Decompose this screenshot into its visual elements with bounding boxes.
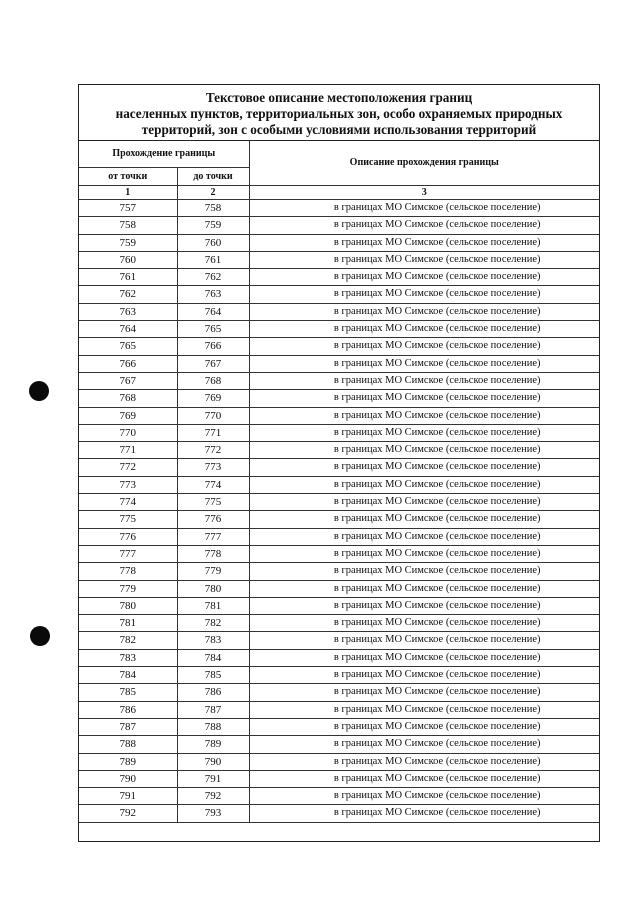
table-row <box>79 407 599 424</box>
cell-description: в границах МО Симское (сельское поселение) <box>249 476 599 493</box>
cell-from-point: 760 <box>79 251 177 268</box>
cell-description: в границах МО Симское (сельское поселение) <box>249 736 599 753</box>
document-frame <box>78 84 600 842</box>
cell-description: в границах МО Симское (сельское поселение) <box>249 390 599 407</box>
table-row <box>79 355 599 372</box>
column-number-2: 2 <box>177 186 249 200</box>
cell-description: в границах МО Симское (сельское поселение) <box>249 511 599 528</box>
cell-description: в границах МО Симское (сельское поселение) <box>249 615 599 632</box>
header-description: Описание прохождения границы <box>249 141 599 186</box>
title-line-1: Текстовое описание местоположения границ <box>205 90 473 105</box>
document-title <box>79 85 599 141</box>
table-row <box>79 372 599 389</box>
cell-to-point: 775 <box>177 494 249 511</box>
cell-to-point: 787 <box>177 701 249 718</box>
table-row <box>79 545 599 562</box>
cell-description: в границах МО Симское (сельское поселение) <box>249 632 599 649</box>
cell-description: в границах МО Симское (сельское поселение) <box>249 528 599 545</box>
column-number-3: 3 <box>249 186 599 200</box>
cell-to-point: 776 <box>177 511 249 528</box>
table-row <box>79 303 599 320</box>
cell-to-point: 762 <box>177 269 249 286</box>
cell-from-point: 778 <box>79 563 177 580</box>
table-row <box>79 667 599 684</box>
cell-to-point: 773 <box>177 459 249 476</box>
cell-to-point: 767 <box>177 355 249 372</box>
cell-from-point: 776 <box>79 528 177 545</box>
cell-to-point: 780 <box>177 580 249 597</box>
table-row <box>79 632 599 649</box>
title-line-3: территорий, зон с особыми условиями использования территорий <box>141 122 537 137</box>
cell-to-point: 781 <box>177 597 249 614</box>
boundary-table <box>79 141 599 823</box>
table-body <box>79 200 599 823</box>
cell-description: в границах МО Симское (сельское поселение) <box>249 545 599 562</box>
table-row <box>79 528 599 545</box>
cell-to-point: 785 <box>177 667 249 684</box>
cell-from-point: 782 <box>79 632 177 649</box>
header-row-numbers <box>79 186 599 200</box>
cell-from-point: 763 <box>79 303 177 320</box>
cell-from-point: 777 <box>79 545 177 562</box>
table-row <box>79 200 599 217</box>
cell-description: в границах МО Симское (сельское поселение) <box>249 200 599 217</box>
cell-to-point: 761 <box>177 251 249 268</box>
table-row <box>79 286 599 303</box>
cell-from-point: 771 <box>79 442 177 459</box>
cell-description: в границах МО Симское (сельское поселение) <box>249 303 599 320</box>
cell-description: в границах МО Симское (сельское поселение) <box>249 321 599 338</box>
cell-from-point: 789 <box>79 753 177 770</box>
cell-description: в границах МО Симское (сельское поселение) <box>249 459 599 476</box>
cell-to-point: 765 <box>177 321 249 338</box>
cell-to-point: 764 <box>177 303 249 320</box>
cell-from-point: 764 <box>79 321 177 338</box>
cell-from-point: 780 <box>79 597 177 614</box>
cell-description: в границах МО Симское (сельское поселение) <box>249 788 599 805</box>
cell-to-point: 782 <box>177 615 249 632</box>
cell-from-point: 785 <box>79 684 177 701</box>
table-row <box>79 251 599 268</box>
cell-to-point: 771 <box>177 424 249 441</box>
cell-description: в границах МО Симское (сельское поселение) <box>249 407 599 424</box>
cell-description: в границах МО Симское (сельское поселение) <box>249 701 599 718</box>
cell-description: в границах МО Симское (сельское поселение) <box>249 563 599 580</box>
cell-from-point: 768 <box>79 390 177 407</box>
table-row <box>79 597 599 614</box>
cell-to-point: 763 <box>177 286 249 303</box>
header-to-point: до точки <box>177 168 249 186</box>
table-row <box>79 788 599 805</box>
cell-description: в границах МО Симское (сельское поселение) <box>249 217 599 234</box>
table-row <box>79 718 599 735</box>
punch-hole-top <box>29 381 49 401</box>
header-boundary-passage: Прохождение границы <box>79 141 249 168</box>
table-row <box>79 701 599 718</box>
cell-description: в границах МО Симское (сельское поселение) <box>249 286 599 303</box>
cell-to-point: 770 <box>177 407 249 424</box>
table-row <box>79 563 599 580</box>
cell-to-point: 788 <box>177 718 249 735</box>
table-row <box>79 736 599 753</box>
cell-from-point: 779 <box>79 580 177 597</box>
cell-to-point: 769 <box>177 390 249 407</box>
table-row <box>79 442 599 459</box>
cell-description: в границах МО Симское (сельское поселение) <box>249 234 599 251</box>
cell-from-point: 772 <box>79 459 177 476</box>
cell-description: в границах МО Симское (сельское поселение) <box>249 718 599 735</box>
cell-to-point: 793 <box>177 805 249 822</box>
cell-from-point: 759 <box>79 234 177 251</box>
table-row <box>79 805 599 822</box>
cell-from-point: 775 <box>79 511 177 528</box>
table-row <box>79 217 599 234</box>
cell-to-point: 786 <box>177 684 249 701</box>
cell-to-point: 766 <box>177 338 249 355</box>
cell-from-point: 792 <box>79 805 177 822</box>
cell-from-point: 790 <box>79 770 177 787</box>
table-row <box>79 511 599 528</box>
table-row <box>79 390 599 407</box>
header-from-point: от точки <box>79 168 177 186</box>
cell-description: в границах МО Симское (сельское поселение) <box>249 424 599 441</box>
cell-description: в границах МО Симское (сельское поселение) <box>249 580 599 597</box>
table-row <box>79 321 599 338</box>
cell-from-point: 758 <box>79 217 177 234</box>
cell-from-point: 761 <box>79 269 177 286</box>
table-row <box>79 753 599 770</box>
cell-from-point: 767 <box>79 372 177 389</box>
cell-from-point: 783 <box>79 649 177 666</box>
table-row <box>79 269 599 286</box>
table-row <box>79 494 599 511</box>
cell-description: в границах МО Симское (сельское поселение) <box>249 269 599 286</box>
cell-from-point: 766 <box>79 355 177 372</box>
table-row <box>79 476 599 493</box>
cell-from-point: 787 <box>79 718 177 735</box>
title-line-2: населенных пунктов, территориальных зон, особо охраняемых природных <box>115 106 563 121</box>
cell-from-point: 788 <box>79 736 177 753</box>
cell-from-point: 791 <box>79 788 177 805</box>
cell-to-point: 784 <box>177 649 249 666</box>
table-row <box>79 580 599 597</box>
table-row <box>79 459 599 476</box>
cell-from-point: 786 <box>79 701 177 718</box>
cell-from-point: 757 <box>79 200 177 217</box>
table-row <box>79 338 599 355</box>
cell-description: в границах МО Симское (сельское поселение) <box>249 372 599 389</box>
table-row <box>79 684 599 701</box>
table-row <box>79 234 599 251</box>
cell-description: в границах МО Симское (сельское поселение) <box>249 355 599 372</box>
cell-to-point: 772 <box>177 442 249 459</box>
cell-to-point: 774 <box>177 476 249 493</box>
cell-from-point: 769 <box>79 407 177 424</box>
cell-from-point: 781 <box>79 615 177 632</box>
column-number-1: 1 <box>79 186 177 200</box>
punch-hole-bottom <box>30 626 50 646</box>
cell-to-point: 759 <box>177 217 249 234</box>
cell-description: в границах МО Симское (сельское поселение) <box>249 251 599 268</box>
cell-from-point: 765 <box>79 338 177 355</box>
cell-to-point: 792 <box>177 788 249 805</box>
cell-to-point: 777 <box>177 528 249 545</box>
table-row <box>79 615 599 632</box>
header-row-group <box>79 141 599 168</box>
cell-from-point: 770 <box>79 424 177 441</box>
table-row <box>79 424 599 441</box>
cell-from-point: 774 <box>79 494 177 511</box>
cell-to-point: 783 <box>177 632 249 649</box>
cell-description: в границах МО Симское (сельское поселение) <box>249 753 599 770</box>
cell-from-point: 762 <box>79 286 177 303</box>
cell-description: в границах МО Симское (сельское поселение) <box>249 338 599 355</box>
cell-description: в границах МО Симское (сельское поселение) <box>249 667 599 684</box>
cell-description: в границах МО Симское (сельское поселение) <box>249 649 599 666</box>
cell-description: в границах МО Симское (сельское поселение) <box>249 597 599 614</box>
cell-description: в границах МО Симское (сельское поселение) <box>249 494 599 511</box>
cell-to-point: 760 <box>177 234 249 251</box>
cell-to-point: 768 <box>177 372 249 389</box>
cell-to-point: 779 <box>177 563 249 580</box>
table-row <box>79 770 599 787</box>
cell-to-point: 758 <box>177 200 249 217</box>
cell-description: в границах МО Симское (сельское поселение) <box>249 770 599 787</box>
cell-to-point: 789 <box>177 736 249 753</box>
cell-description: в границах МО Симское (сельское поселение) <box>249 805 599 822</box>
cell-to-point: 778 <box>177 545 249 562</box>
cell-to-point: 790 <box>177 753 249 770</box>
table-row <box>79 649 599 666</box>
cell-description: в границах МО Симское (сельское поселение) <box>249 442 599 459</box>
cell-description: в границах МО Симское (сельское поселение) <box>249 684 599 701</box>
cell-to-point: 791 <box>177 770 249 787</box>
cell-from-point: 773 <box>79 476 177 493</box>
cell-from-point: 784 <box>79 667 177 684</box>
